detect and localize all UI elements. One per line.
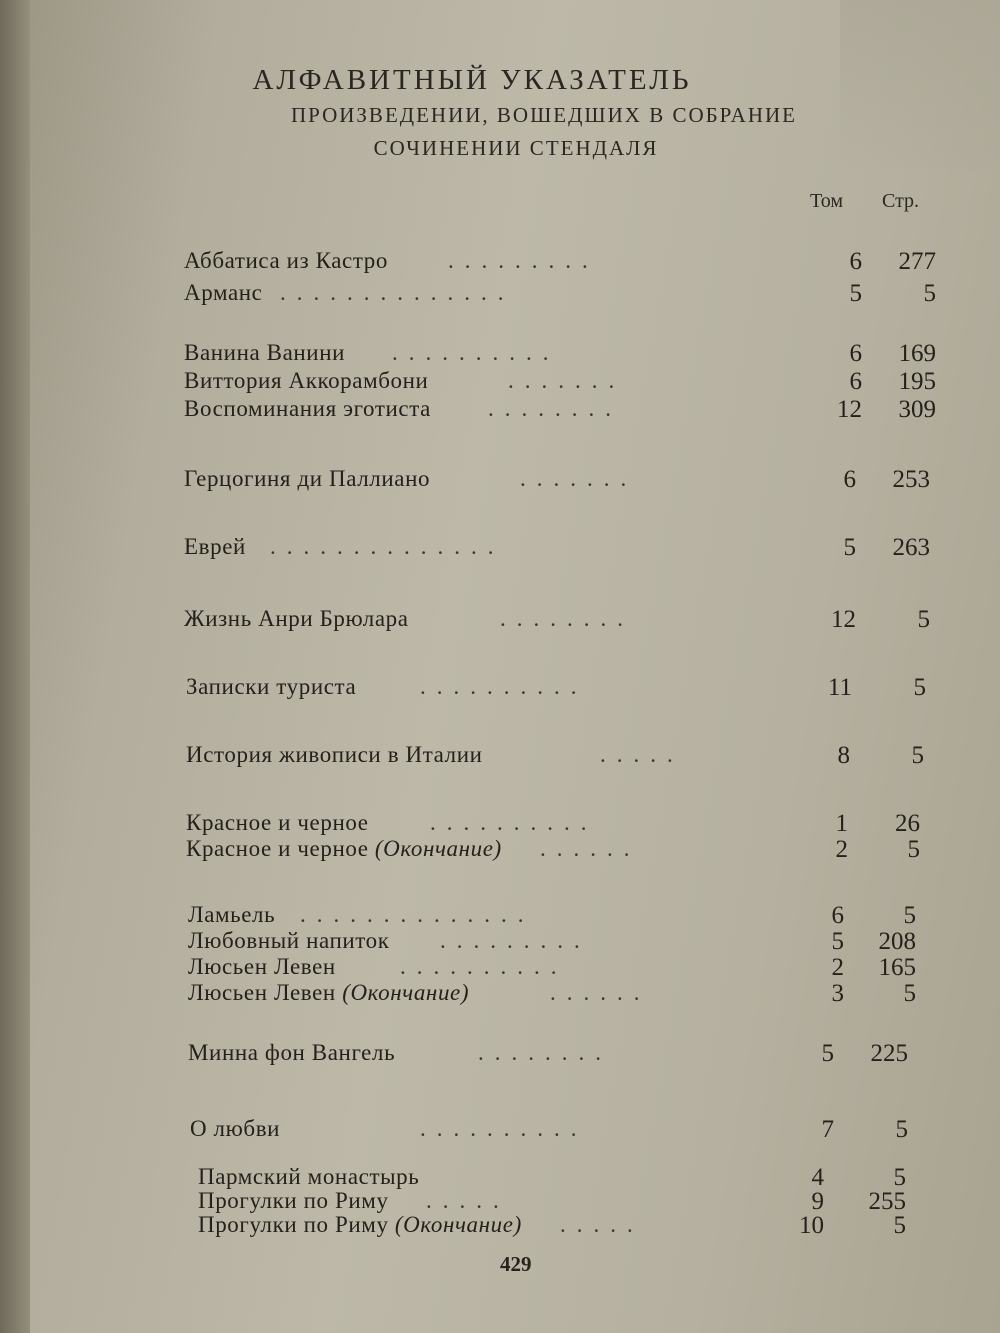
entry-volume: 12 bbox=[837, 396, 862, 423]
entry-page: 263 bbox=[892, 534, 930, 561]
entry-page: 225 bbox=[870, 1040, 908, 1067]
index-entry bbox=[0, 980, 1000, 1008]
entry-page: 195 bbox=[898, 368, 936, 395]
index-subtitle-line2: СОЧИНЕНИИ СТЕНДАЛЯ bbox=[373, 136, 659, 160]
entry-title: Жизнь Анри Брюлара bbox=[184, 606, 409, 631]
entry-page: 5 bbox=[893, 1212, 906, 1239]
leader-dots: .............. bbox=[300, 902, 535, 927]
entry-title: Красное и черное bbox=[186, 810, 369, 835]
index-entry bbox=[0, 1040, 1000, 1068]
leader-dots: ....... bbox=[520, 466, 638, 491]
leader-dots: .......... bbox=[392, 340, 560, 365]
entry-page: 208 bbox=[878, 928, 916, 955]
index-entry bbox=[0, 810, 1000, 838]
leader-dots: .............. bbox=[280, 280, 515, 305]
entry-title: Люсьен Левен (Окончание) bbox=[188, 980, 470, 1005]
entry-page: 5 bbox=[907, 836, 920, 863]
leader-dots: ..... bbox=[426, 1188, 510, 1213]
entry-title: Люсьен Левен bbox=[188, 954, 336, 979]
entry-volume: 6 bbox=[849, 248, 862, 275]
entry-title: Аббатиса из Кастро bbox=[184, 248, 388, 273]
index-title: АЛФАВИТНЫЙ УКАЗАТЕЛЬ bbox=[252, 64, 692, 96]
index-entry bbox=[0, 954, 1000, 982]
leader-dots: .......... bbox=[420, 1116, 588, 1141]
entry-volume: 5 bbox=[849, 280, 862, 307]
entry-volume: 6 bbox=[849, 368, 862, 395]
entry-volume: 6 bbox=[849, 340, 862, 367]
entry-volume: 4 bbox=[811, 1164, 824, 1191]
entry-title: Минна фон Вангель bbox=[188, 1040, 396, 1065]
entry-page: 5 bbox=[911, 742, 924, 769]
entry-volume: 5 bbox=[831, 928, 844, 955]
entry-page: 5 bbox=[923, 280, 936, 307]
entry-title: Записки туриста bbox=[186, 674, 357, 699]
volume-column-header: Том bbox=[810, 190, 843, 212]
entry-title: Герцогиня ди Паллиано bbox=[184, 466, 431, 491]
entry-page: 5 bbox=[917, 606, 930, 633]
leader-dots: .............. bbox=[270, 534, 505, 559]
index-entry bbox=[0, 928, 1000, 956]
entry-volume: 1 bbox=[835, 810, 848, 837]
index-entry bbox=[0, 606, 1000, 634]
entry-title: Красное и черное (Окончание) bbox=[186, 836, 502, 861]
leader-dots: ......... bbox=[448, 248, 599, 273]
index-entry bbox=[0, 836, 1000, 864]
entry-volume: 2 bbox=[835, 836, 848, 863]
entry-title: История живописи в Италии bbox=[186, 742, 483, 767]
index-entry bbox=[0, 1212, 1000, 1240]
leader-dots: ..... bbox=[600, 742, 684, 767]
entry-page: 165 bbox=[878, 954, 916, 981]
entry-page: 5 bbox=[895, 1116, 908, 1143]
leader-dots: .......... bbox=[400, 954, 568, 979]
entry-page: 309 bbox=[898, 396, 936, 423]
entry-page: 277 bbox=[898, 248, 936, 275]
entry-page: 169 bbox=[898, 340, 936, 367]
entry-page: 26 bbox=[895, 810, 920, 837]
entry-volume: 3 bbox=[831, 980, 844, 1007]
index-entry bbox=[0, 1116, 1000, 1144]
entry-title: Прогулки по Риму bbox=[198, 1188, 389, 1213]
entry-volume: 5 bbox=[821, 1040, 834, 1067]
entry-volume: 12 bbox=[831, 606, 856, 633]
entry-title: Виттория Аккорамбони bbox=[184, 368, 429, 393]
entry-title: Ламьель bbox=[188, 902, 276, 927]
entry-volume: 8 bbox=[837, 742, 850, 769]
leader-dots: ........ bbox=[488, 396, 622, 421]
entry-volume: 11 bbox=[827, 674, 852, 701]
entry-volume: 5 bbox=[843, 534, 856, 561]
leader-dots: .......... bbox=[430, 810, 598, 835]
leader-dots: ......... bbox=[440, 928, 591, 953]
entry-volume: 10 bbox=[799, 1212, 824, 1239]
entry-volume: 7 bbox=[821, 1116, 834, 1143]
entry-page: 5 bbox=[893, 1164, 906, 1191]
entry-page: 255 bbox=[868, 1188, 906, 1215]
entry-title: О любви bbox=[190, 1116, 281, 1141]
leader-dots: ..... bbox=[560, 1212, 644, 1237]
entry-page: 5 bbox=[903, 902, 916, 929]
leader-dots: ....... bbox=[508, 368, 626, 393]
leader-dots: ...... bbox=[550, 980, 651, 1005]
index-entry bbox=[0, 340, 1000, 368]
entry-page: 5 bbox=[903, 980, 916, 1007]
index-entry bbox=[0, 368, 1000, 396]
entry-volume: 9 bbox=[811, 1188, 824, 1215]
entry-volume: 6 bbox=[843, 466, 856, 493]
index-entry bbox=[0, 902, 1000, 930]
index-entry bbox=[0, 674, 1000, 702]
index-entry bbox=[0, 248, 1000, 276]
index-entry bbox=[0, 742, 1000, 770]
entry-page: 5 bbox=[913, 674, 926, 701]
leader-dots: .......... bbox=[420, 674, 588, 699]
entry-title: Ванина Ванини bbox=[184, 340, 346, 365]
leader-dots: ........ bbox=[500, 606, 634, 631]
leader-dots: ........ bbox=[478, 1040, 612, 1065]
index-subtitle-line1: ПРОИЗВЕДЕНИИ, ВОШЕДШИХ В СОБРАНИЕ bbox=[290, 103, 797, 127]
entry-title: Любовный напиток bbox=[188, 928, 390, 953]
entry-title: Воспоминания эготиста bbox=[184, 396, 431, 421]
entry-page: 253 bbox=[892, 466, 930, 493]
index-entry bbox=[0, 534, 1000, 562]
index-entry bbox=[0, 466, 1000, 494]
leader-dots: ...... bbox=[540, 836, 641, 861]
page-number: 429 bbox=[500, 1252, 532, 1276]
entry-volume: 2 bbox=[831, 954, 844, 981]
entry-volume: 6 bbox=[831, 902, 844, 929]
index-entry bbox=[0, 396, 1000, 424]
entry-title: Арманс bbox=[184, 280, 263, 305]
index-entry bbox=[0, 280, 1000, 308]
entry-title: Еврей bbox=[184, 534, 246, 559]
page-column-header: Стр. bbox=[882, 190, 920, 212]
entry-title: Прогулки по Риму (Окончание) bbox=[198, 1212, 522, 1237]
entry-title: Пармский монастырь bbox=[198, 1164, 420, 1189]
